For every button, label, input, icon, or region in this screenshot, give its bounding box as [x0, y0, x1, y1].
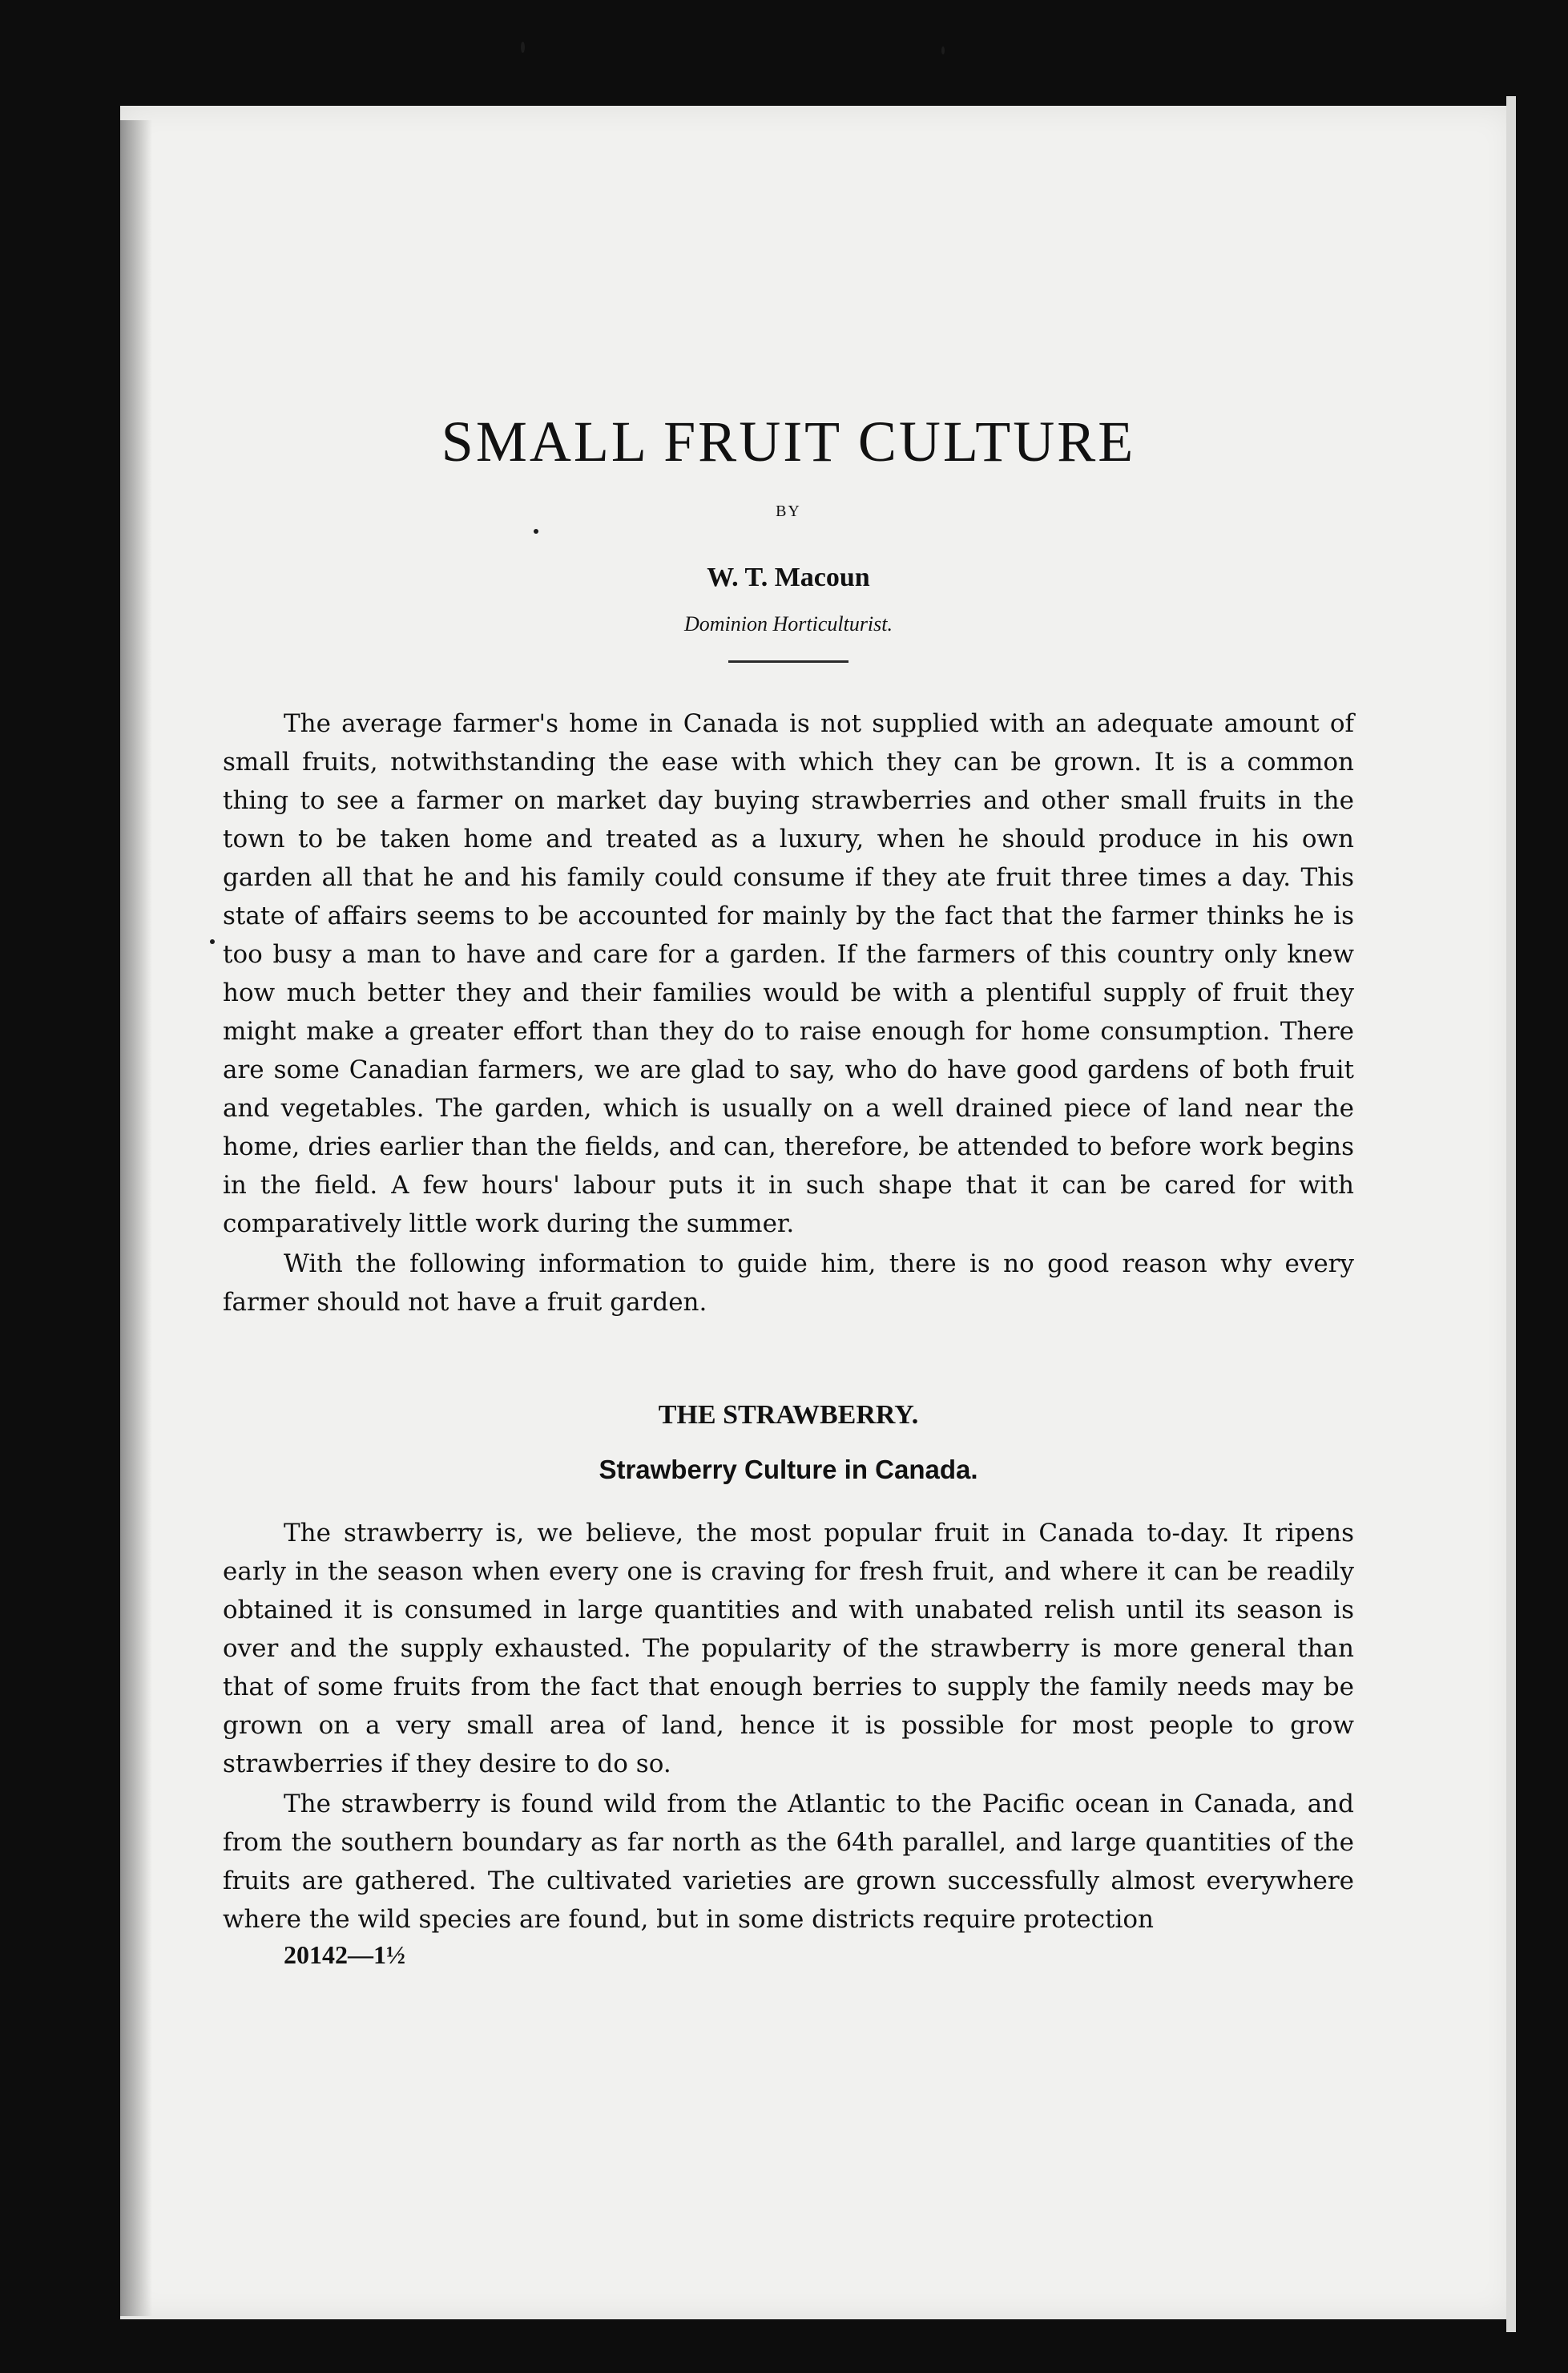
section-heading: THE STRAWBERRY. — [658, 1400, 919, 1430]
intro-paragraph-2: With the following information to guide him, there is no good reason why every farmer should not have a fruit garden. — [223, 1249, 1354, 1317]
section-paragraph-2: The strawberry is found wild from the Atlantic to the Pacific ocean in Canada, and from the southern boundary as far north as the 64th parallel, and large quantities of the fruits are gathered. The cultivated varieties are grown successfully almost everywhere where the wild species are found, but in some districts require protection — [223, 1790, 1354, 1934]
paper-edge — [1506, 96, 1516, 2332]
scan-speck — [521, 42, 525, 53]
section-paragraph-1: The strawberry is, we believe, the most popular fruit in Canada to-day. It ripens early in the season when every one is craving for fresh fruit, and where it can be readily obtained it is consumed in large quantities and with unabated relish until its season is over and the supply exhausted. The popularity of the strawberry is more general than that of some fruits from the fact that enough berries to supply the family needs may be grown on a very small area of land, hence it is possible for most people to grow strawberries if they desire to do so. — [223, 1519, 1354, 1778]
scan-speck — [210, 939, 215, 944]
author-position: Dominion Horticulturist. — [683, 612, 893, 636]
signature-mark: 20142—1½ — [284, 1940, 405, 1969]
title-rule — [728, 660, 848, 663]
book-gutter-shadow — [120, 120, 152, 2316]
scan-speck — [941, 46, 945, 54]
author-name: W. T. Macoun — [707, 563, 870, 592]
subsection-heading: Strawberry Culture in Canada. — [599, 1455, 978, 1484]
byline: BY — [776, 502, 801, 520]
intro-paragraph-1: The average farmer's home in Canada is not supplied with an adequate amount of small fruits, notwithstanding the ease with which they can be grown. It is a common thing to see a farmer on market day buying strawberries and other small fruits in the town to be taken home and treated as a luxury, when he should produce in his own garden all that he and his family could consume if they ate fruit three times a day. This state of affairs seems to be accounted for mainly by the fact that the farmer thinks he is too busy a man to have and care for a garden. If the farmers of this country only knew how much better they and their families would be with a plentiful supply of fruit they might make a greater effort than they do to raise enough for home consumption. There are some Canadian farmers, we are glad to say, who do have good gardens of both fruit and vegetables. The garden, which is usually on a well drained piece of land near the home, dries earlier than the fields, and can, therefore, be attended to before work begins in the field. A few hours' labour puts it in such shape that it can be cared for with comparatively little work during the summer. — [223, 709, 1354, 1238]
document-content — [223, 409, 1354, 1970]
section-spacer — [223, 1323, 1354, 1400]
document-title: SMALL FRUIT CULTURE — [441, 410, 1136, 474]
